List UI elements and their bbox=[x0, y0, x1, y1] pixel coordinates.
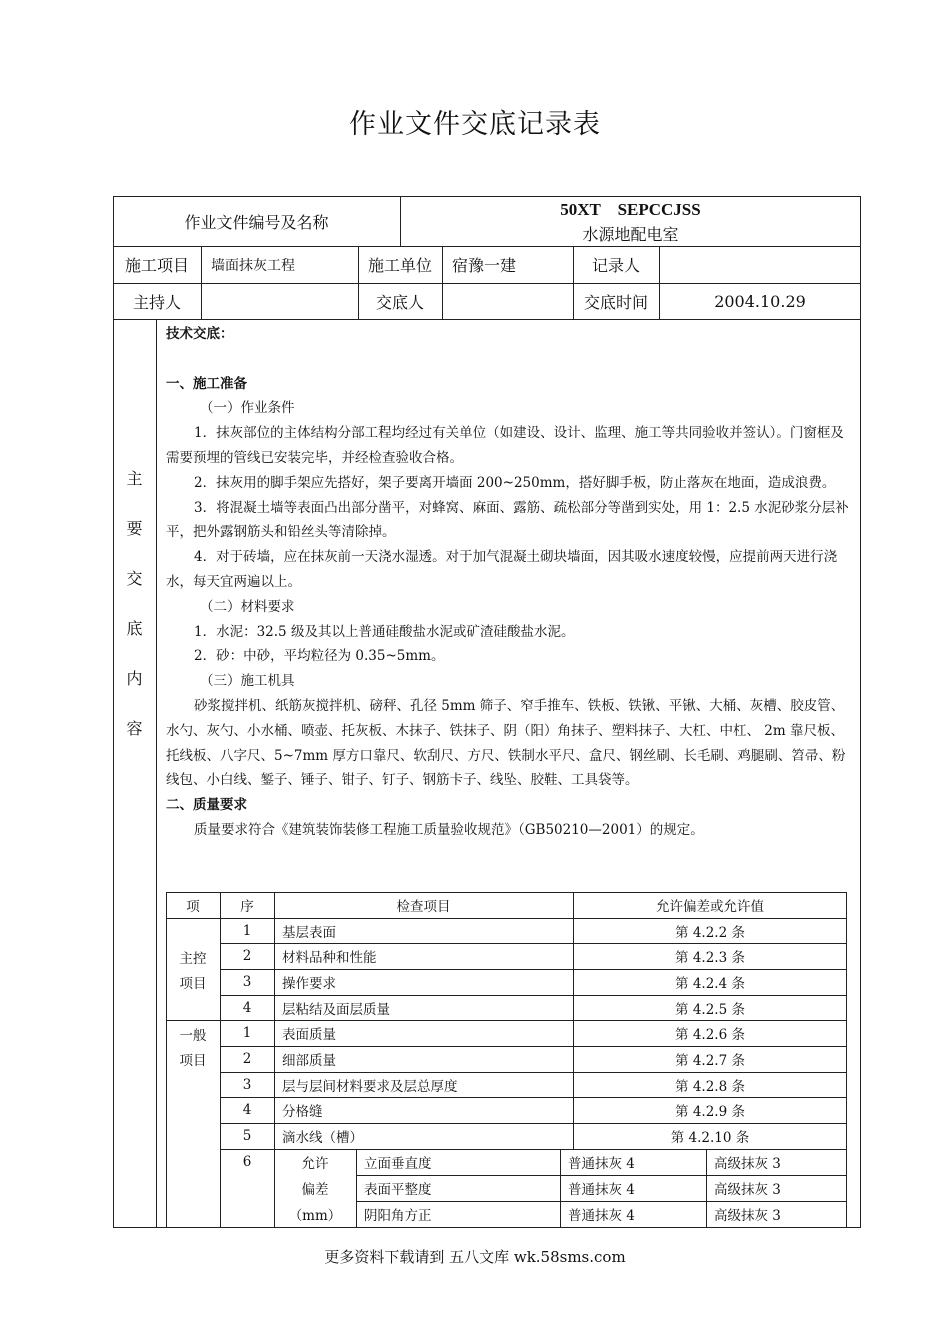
paragraph: 质量要求符合《建筑装饰装修工程施工质量验收规范》（GB50210—2001）的规定。 bbox=[194, 821, 704, 838]
subsection-heading: （三）施工机具 bbox=[200, 673, 295, 690]
project-value: 墙面抹灰工程 bbox=[211, 257, 295, 274]
row-value: 第 4.2.5 条 bbox=[675, 1001, 745, 1018]
row-no: 1 bbox=[242, 922, 252, 939]
row-item: 基层表面 bbox=[282, 924, 336, 941]
deviation-normal: 普通抹灰 4 bbox=[568, 1208, 635, 1224]
table-header: 项 bbox=[186, 899, 200, 915]
row-no: 6 bbox=[242, 1154, 252, 1170]
table-header: 允许偏差或允许值 bbox=[656, 899, 764, 915]
group-label: 主控 bbox=[179, 951, 207, 967]
row-no: 4 bbox=[242, 999, 252, 1016]
presenter-value bbox=[442, 283, 573, 319]
deviation-normal: 普通抹灰 4 bbox=[568, 1182, 635, 1198]
side-label-char: 主 bbox=[126, 469, 143, 488]
subsection-heading: （二）材料要求 bbox=[200, 598, 295, 615]
side-label-char: 交 bbox=[126, 569, 143, 588]
row-item: 操作要求 bbox=[282, 976, 336, 992]
recorder-value bbox=[659, 246, 861, 283]
host-value bbox=[201, 283, 358, 319]
deviation-label: 偏差 bbox=[301, 1182, 329, 1198]
deviation-item: 立面垂直度 bbox=[364, 1156, 432, 1172]
section-heading: 二、质量要求 bbox=[166, 797, 247, 814]
time-value: 2004.10.29 bbox=[714, 291, 806, 311]
doc-name: 水源地配电室 bbox=[582, 224, 679, 244]
row-value: 第 4.2.2 条 bbox=[675, 924, 745, 941]
row-item: 滴水线（槽） bbox=[282, 1130, 363, 1146]
row-value: 第 4.2.10 条 bbox=[670, 1130, 750, 1146]
row-no: 4 bbox=[242, 1102, 252, 1118]
group-label: 一般 bbox=[179, 1028, 207, 1044]
project-label: 施工项目 bbox=[124, 256, 189, 275]
row-no: 5 bbox=[242, 1128, 252, 1144]
paragraph: 1．抹灰部位的主体结构分部工程均经过有关单位（如建设、设计、监理、施工等共同验收并签认）。门窗框及需要预埋的管线已安装完毕，并经检查验收合格。 bbox=[166, 425, 844, 466]
recorder-label: 记录人 bbox=[591, 256, 640, 275]
paragraph: 2．抹灰用的脚手架应先搭好，架子要离开墙面 200~250mm，搭好脚手板，防止落灰在地面，造成浪费。 bbox=[194, 474, 836, 491]
row-value: 第 4.2.8 条 bbox=[675, 1078, 745, 1095]
deviation-high: 高级抹灰 3 bbox=[714, 1182, 781, 1198]
row-value: 第 4.2.7 条 bbox=[675, 1053, 745, 1069]
host-label: 主持人 bbox=[132, 292, 181, 312]
footer-text: 更多资料下载请到 五八文库 wk.58sms.com bbox=[324, 1248, 626, 1266]
deviation-item: 表面平整度 bbox=[364, 1182, 432, 1198]
side-label-char: 容 bbox=[126, 719, 143, 738]
tech-heading: 技术交底： bbox=[166, 326, 234, 342]
content-body bbox=[166, 322, 852, 843]
unit-label: 施工单位 bbox=[367, 256, 432, 275]
row-value: 第 4.2.4 条 bbox=[675, 976, 745, 992]
paragraph: 2．砂：中砂，平均粒径为 0.35~5mm。 bbox=[194, 648, 445, 665]
row-item: 细部质量 bbox=[282, 1053, 336, 1069]
row-item: 层粘结及面层质量 bbox=[282, 1001, 390, 1018]
row-value: 第 4.2.3 条 bbox=[675, 950, 745, 966]
doc-number-label: 作业文件编号及名称 bbox=[184, 212, 329, 232]
paragraph: 1．水泥：32.5 级及其以上普通硅酸盐水泥或矿渣硅酸盐水泥。 bbox=[194, 623, 575, 640]
paragraph: 砂浆搅拌机、纸筋灰搅拌机、磅秤、孔径 5mm 筛子、窄手推车、铁板、铁锹、平锹、大桶、灰槽、胶皮管、水勺、灰勺、小水桶、喷壶、托灰板、木抹子、铁抹子、阴（阳）角抹子、塑料抹子、大杠、中杠、 2m 靠尺板、托线板、八字尺、5~7mm 厚方口靠尺、软刮尺、方尺、铁制水平尺、盒尺、钢丝刷、长毛刷、鸡腿刷、笤帚、粉线包、小白线、錾子、锤子、钳子、钉子、钢筋卡子、线坠、胶鞋、工具袋等。 bbox=[166, 697, 846, 789]
side-label-char: 内 bbox=[126, 669, 143, 688]
paragraph: 3．将混凝土墙等表面凸出部分凿平，对蜂窝、麻面、露筋、疏松部分等凿到实处，用 1：2.5 水泥砂浆分层补平，把外露钢筋头和铅丝头等清除掉。 bbox=[166, 499, 849, 541]
page-title: 作业文件交底记录表 bbox=[349, 109, 601, 140]
row-no: 2 bbox=[242, 1051, 252, 1067]
row-item: 层与层间材料要求及层总厚度 bbox=[282, 1078, 458, 1095]
row-value: 第 4.2.9 条 bbox=[675, 1104, 745, 1120]
row-no: 1 bbox=[242, 1025, 252, 1041]
paragraph: 4．对于砖墙，应在抹灰前一天浇水湿透。对于加气混凝土砌块墙面，因其吸水速度较慢，应提前两天进行浇水，每天宜两遍以上。 bbox=[166, 549, 838, 590]
time-label: 交底时间 bbox=[583, 292, 648, 312]
row-value: 第 4.2.6 条 bbox=[675, 1027, 745, 1043]
deviation-high: 高级抹灰 3 bbox=[714, 1156, 781, 1172]
deviation-item: 阴阳角方正 bbox=[364, 1208, 432, 1224]
unit-value: 宿豫一建 bbox=[452, 256, 517, 275]
row-item: 材料品种和性能 bbox=[282, 950, 377, 966]
row-no: 2 bbox=[242, 948, 252, 964]
row-item: 分格缝 bbox=[282, 1104, 323, 1120]
doc-code: 50XT SEPCCJSS bbox=[560, 200, 701, 219]
group-label: 项目 bbox=[179, 976, 207, 992]
group-label: 项目 bbox=[179, 1053, 207, 1069]
row-item: 表面质量 bbox=[282, 1027, 336, 1043]
table-header: 序 bbox=[240, 899, 254, 915]
presenter-label: 交底人 bbox=[375, 292, 424, 312]
side-label-char: 底 bbox=[126, 619, 143, 638]
section-heading: 一、施工准备 bbox=[166, 375, 247, 392]
deviation-normal: 普通抹灰 4 bbox=[568, 1156, 635, 1172]
table-header: 检查项目 bbox=[396, 899, 451, 915]
side-label-char: 要 bbox=[126, 519, 143, 538]
subsection-heading: （一）作业条件 bbox=[200, 400, 295, 417]
deviation-label: （mm） bbox=[288, 1208, 342, 1224]
deviation-high: 高级抹灰 3 bbox=[714, 1208, 781, 1224]
row-no: 3 bbox=[242, 974, 252, 990]
row-no: 3 bbox=[242, 1076, 252, 1093]
deviation-label: 允许 bbox=[301, 1156, 329, 1172]
